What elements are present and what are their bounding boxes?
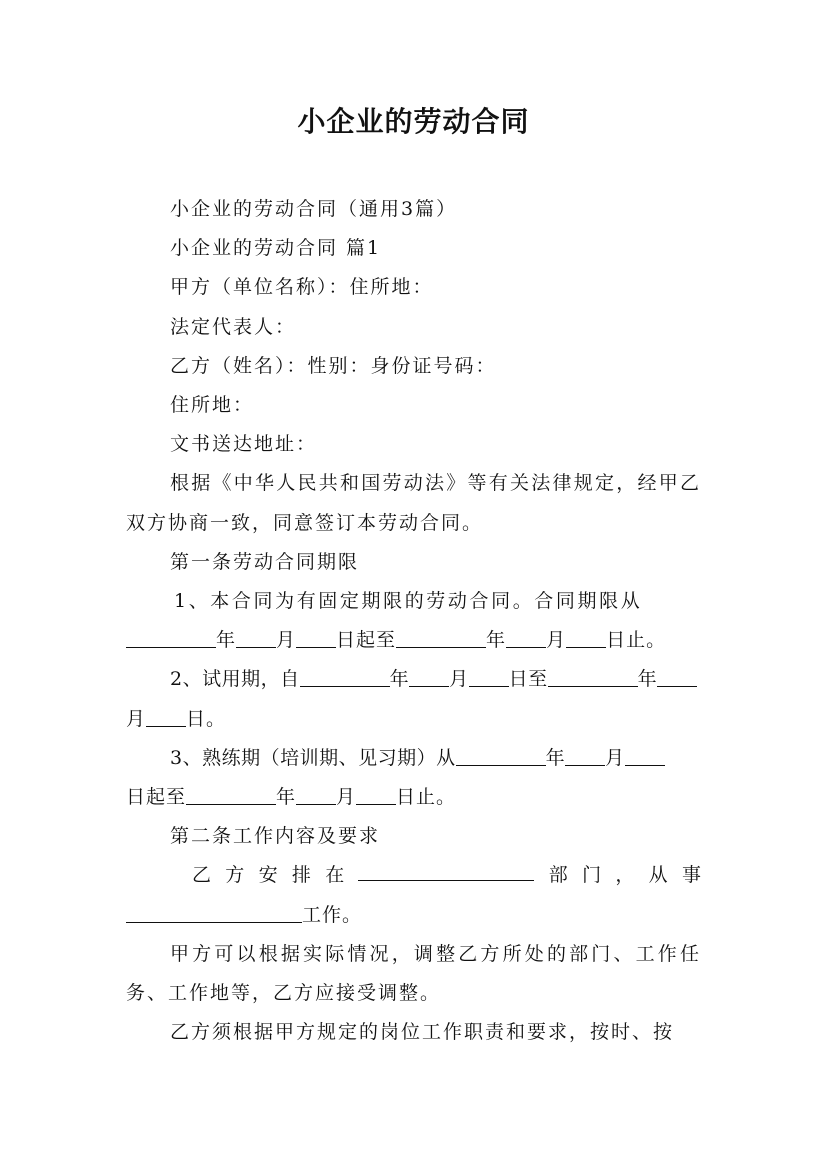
blank-month-start xyxy=(409,666,449,687)
assign-char: 乙 xyxy=(192,864,212,887)
blank-month-end-a xyxy=(657,666,697,687)
month-label: 月 xyxy=(276,629,297,652)
clause2-lead: 2、试用期，自 xyxy=(170,668,300,691)
month-label: 月 xyxy=(126,707,147,730)
blank-month-end xyxy=(506,627,546,648)
assign-char: 安 xyxy=(258,864,278,887)
blank-month-end xyxy=(296,784,336,805)
end-short-label: 日。 xyxy=(186,707,227,730)
from-to-label: 日起至 xyxy=(336,629,397,652)
residence-line: 住所地： xyxy=(170,394,255,417)
dept-char: 从 xyxy=(648,864,668,887)
duty-paragraph: 乙方须根据甲方规定的岗位工作职责和要求，按时、按 xyxy=(170,1021,675,1044)
assign-char: 方 xyxy=(225,864,245,887)
subtitle-line: 小企业的劳动合同（通用3篇） xyxy=(170,198,458,220)
dept-char: 部 xyxy=(548,864,568,887)
blank-department xyxy=(358,860,534,881)
day-label: 日 xyxy=(508,668,529,691)
assign-char: 在 xyxy=(325,864,345,887)
blank-day-end xyxy=(146,706,186,727)
from-to-label: 日起至 xyxy=(126,786,187,809)
clause2-line2 xyxy=(126,700,701,739)
work-line xyxy=(126,896,701,935)
blank-day-start xyxy=(296,627,336,648)
work-suffix: 工作。 xyxy=(302,903,363,926)
article1-title: 第一条劳动合同期限 xyxy=(170,550,360,573)
blank-year-start xyxy=(126,627,216,648)
clause2-line1 xyxy=(126,660,701,699)
dept-char: ， xyxy=(615,864,635,887)
month-label: 月 xyxy=(336,786,357,809)
year-label: 年 xyxy=(545,746,566,769)
assignment-line xyxy=(126,856,701,895)
document-body xyxy=(126,190,701,1052)
adjust-paragraph: 甲方可以根据实际情况，调整乙方所处的部门、工作任务、工作地等，乙方应接受调整。 xyxy=(126,942,701,1005)
blank-work xyxy=(126,902,302,923)
end-period-label: 日止。 xyxy=(606,629,667,652)
blank-day-start xyxy=(625,745,665,766)
year-label: 年 xyxy=(276,786,297,809)
month-label: 月 xyxy=(546,629,567,652)
preamble-paragraph: 根据《中华人民共和国劳动法》等有关法律规定，经甲乙双方协商一致，同意签订本劳动合同。 xyxy=(126,472,701,534)
year-label: 年 xyxy=(637,668,658,691)
blank-year-end xyxy=(186,784,276,805)
blank-day-end xyxy=(356,784,396,805)
blank-year-end xyxy=(548,666,638,687)
dept-char: 事 xyxy=(681,864,701,887)
clause1-line2 xyxy=(126,621,701,660)
clause1-line1 xyxy=(126,582,701,621)
year-label: 年 xyxy=(486,629,507,652)
blank-year-start xyxy=(456,745,546,766)
to-label: 至 xyxy=(528,668,548,691)
blank-day-start xyxy=(469,666,509,687)
clause1-lead: 1、本合同为有固定期限的劳动合同。合同期限从 xyxy=(174,590,643,613)
blank-month-start xyxy=(565,745,605,766)
section-heading: 小企业的劳动合同 篇1 xyxy=(170,237,382,260)
clause3-line2 xyxy=(126,778,701,817)
article2-title: 第二条工作内容及要求 xyxy=(170,825,381,848)
assign-char: 排 xyxy=(291,864,311,887)
clause3-lead: 3、熟练期（培训期、见习期）从 xyxy=(170,746,456,769)
legal-rep-line: 法定代表人： xyxy=(170,315,297,338)
clause3-line1 xyxy=(126,739,701,778)
blank-day-end xyxy=(566,627,606,648)
month-label: 月 xyxy=(605,746,625,769)
month-label: 月 xyxy=(449,668,469,691)
party-b-line: 乙方（姓名）：性别：身份证号码： xyxy=(170,354,497,377)
year-label: 年 xyxy=(216,629,237,652)
blank-month-start xyxy=(236,627,276,648)
year-label: 年 xyxy=(389,668,410,691)
blank-year-start xyxy=(300,666,390,687)
dept-char: 门 xyxy=(582,864,602,887)
blank-year-end xyxy=(396,627,486,648)
end-period-label: 日止。 xyxy=(396,786,457,809)
party-a-line: 甲方（单位名称）：住所地： xyxy=(170,276,434,299)
document-title: 小企业的劳动合同 xyxy=(297,105,530,138)
service-address-line: 文书送达地址： xyxy=(170,433,318,456)
